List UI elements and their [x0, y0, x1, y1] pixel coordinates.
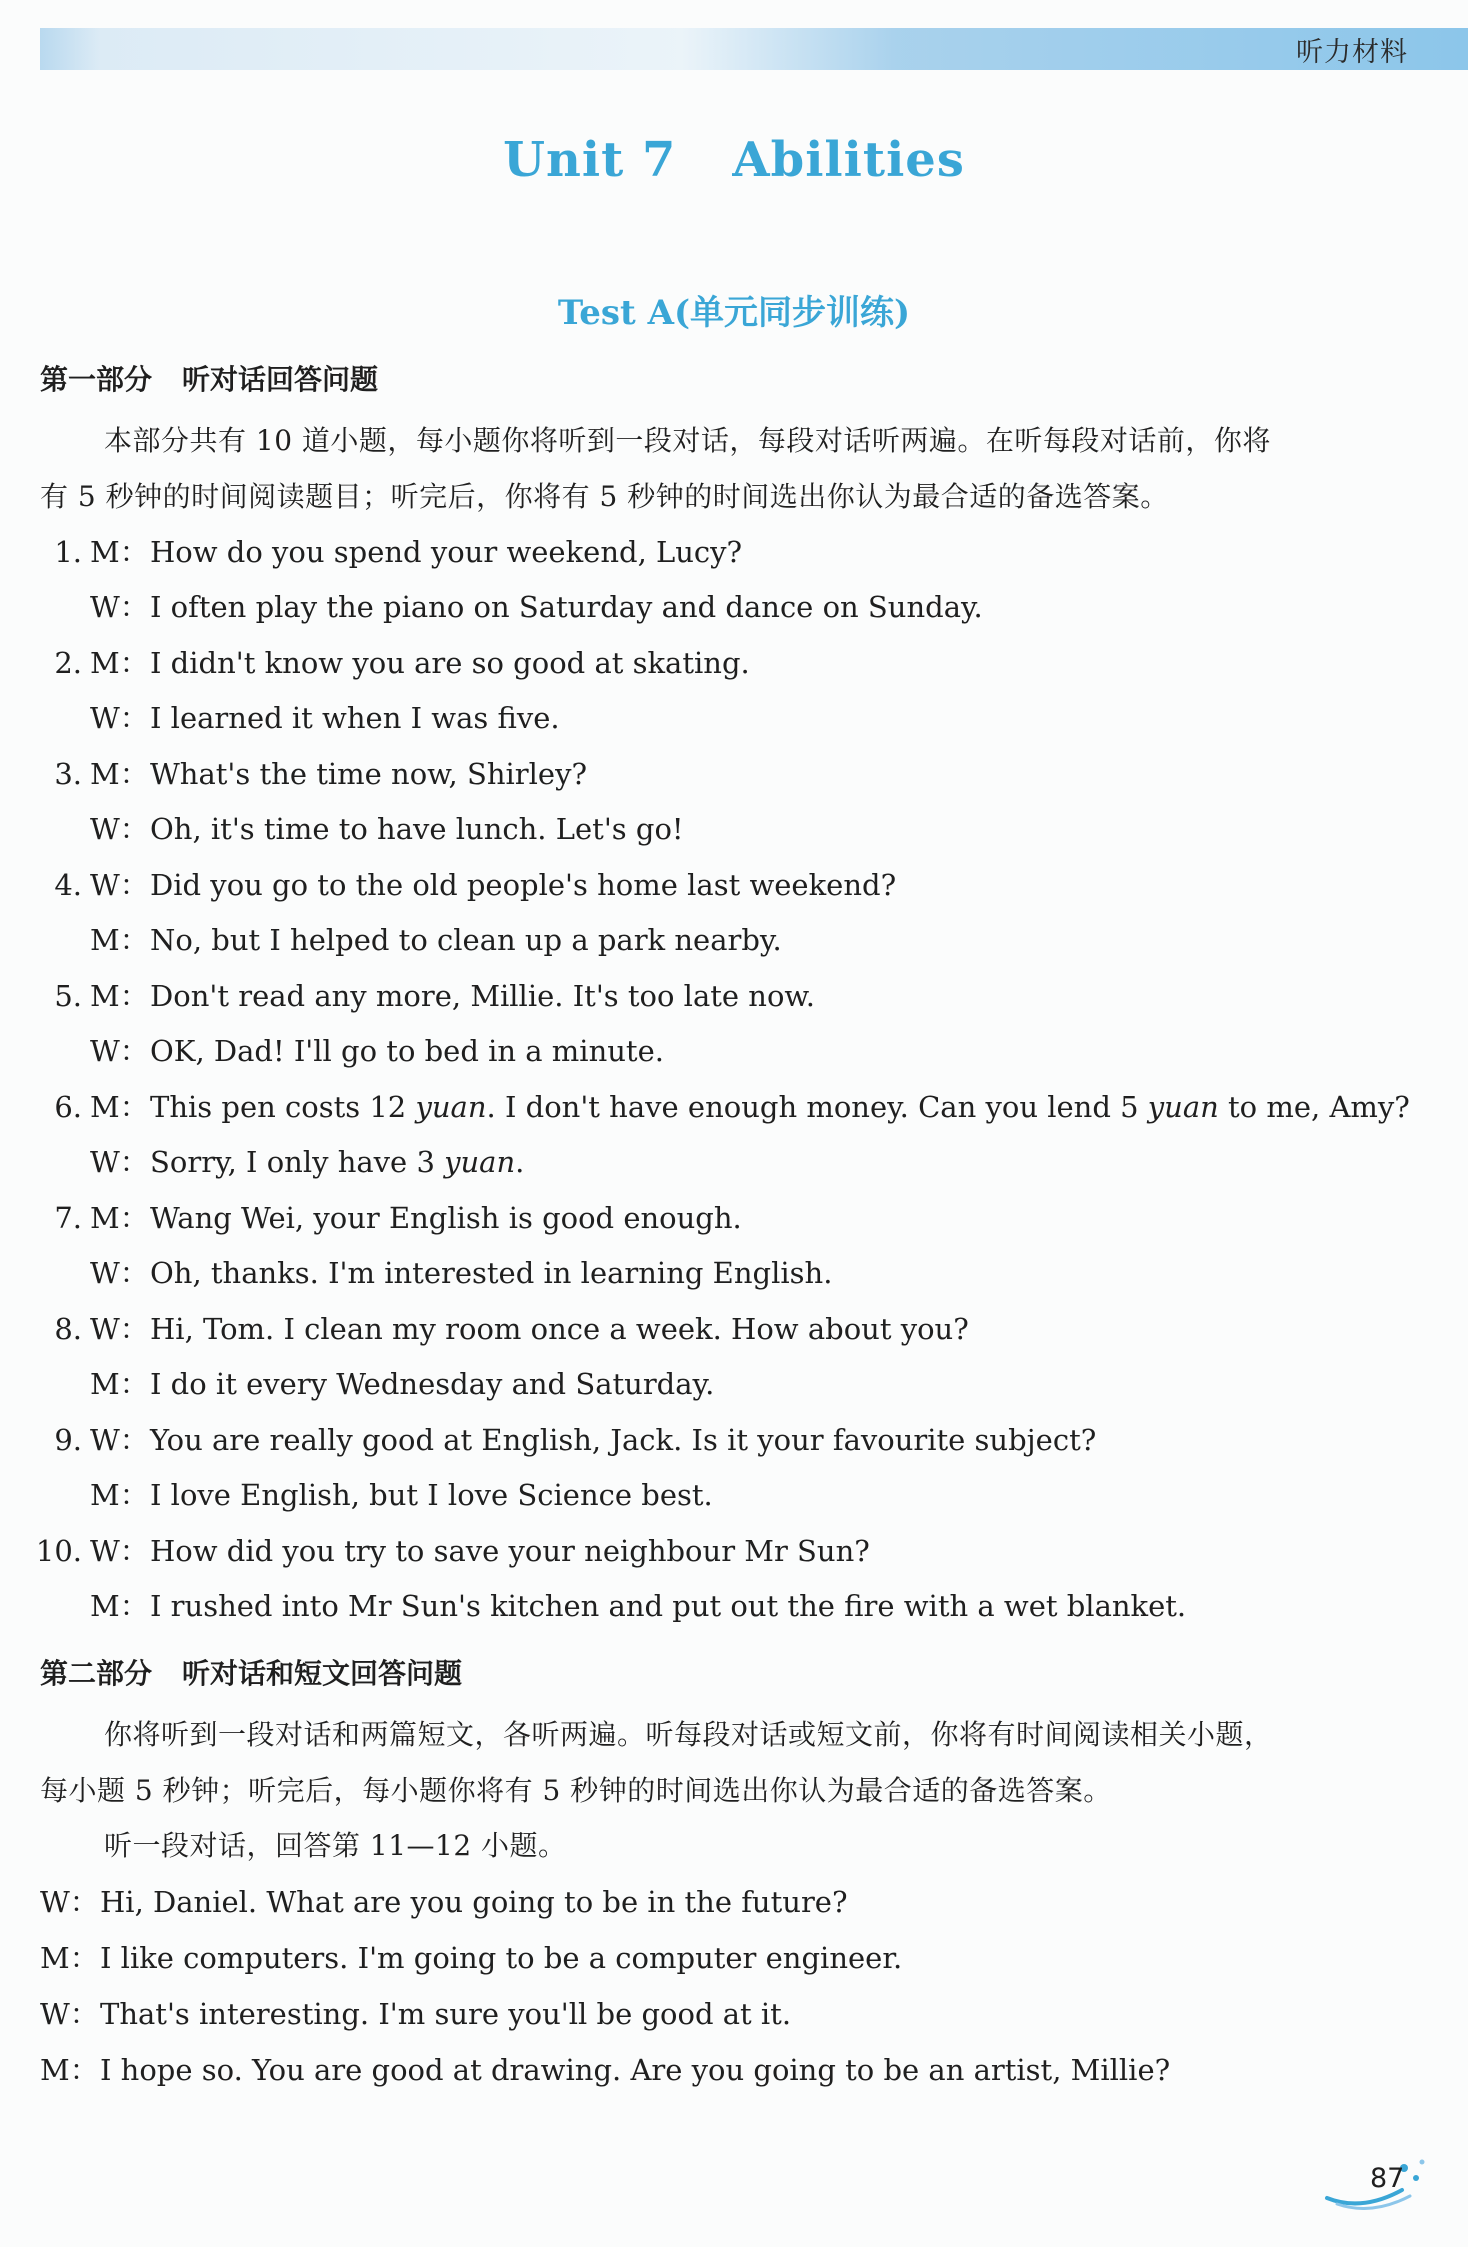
- part1-instruction-1: 本部分共有 10 道小题，每小题你将听到一段对话，每段对话听两遍。在听每段对话前，你将: [104, 424, 1271, 457]
- part1-number: 第一部分: [40, 363, 153, 396]
- part2-heading: [40, 1656, 462, 1692]
- item-10-line-2: M：I rushed into Mr Sun's kitchen and put out the fire with a wet blanket.: [90, 1589, 1187, 1623]
- part2-number: 第二部分: [40, 1657, 153, 1690]
- test-title: Test A(单元同步训练): [557, 293, 911, 333]
- item-4-line-2: M：No, but I helped to clean up a park nearby.: [90, 923, 782, 957]
- part2-sub-instruction: 听一段对话，回答第 11—12 小题。: [104, 1829, 567, 1862]
- item-10-line-1: 10. W：How did you try to save your neighbour Mr Sun?: [35, 1534, 870, 1568]
- part1-heading: [40, 362, 378, 398]
- item-1-line-1: 1. M：How do you spend your weekend, Lucy?: [54, 535, 743, 569]
- part2-instruction-1: 你将听到一段对话和两篇短文，各听两遍。听每段对话或短文前，你将有时间阅读相关小题，: [104, 1718, 1273, 1751]
- part2-title: 听对话和短文回答问题: [182, 1657, 463, 1690]
- item-2-line-1: 2. M：I didn't know you are so good at skating.: [54, 646, 750, 680]
- item-1-line-2: W：I often play the piano on Saturday and dance on Sunday.: [90, 590, 983, 624]
- item-2-line-2: W：I learned it when I was five.: [90, 701, 560, 735]
- unit-name: Abilities: [732, 132, 965, 188]
- item-7-line-1: 7. M：Wang Wei, your English is good enough.: [54, 1201, 742, 1235]
- dialogue-line-3: W：That's interesting. I'm sure you'll be good at it.: [40, 1997, 792, 2031]
- part1-title: 听对话回答问题: [182, 363, 379, 396]
- part2-instruction-2: 每小题 5 秒钟；听完后，每小题你将有 5 秒钟的时间选出你认为最合适的备选答案。: [40, 1774, 1112, 1807]
- item-8-line-2: M：I do it every Wednesday and Saturday.: [90, 1367, 715, 1401]
- item-7-line-2: W：Oh, thanks. I'm interested in learning English.: [90, 1256, 833, 1290]
- item-3-line-1: 3. M：What's the time now, Shirley?: [54, 757, 588, 791]
- header-label: 听力材料: [1296, 37, 1408, 68]
- item-4-line-1: 4. W：Did you go to the old people's home last weekend?: [54, 868, 897, 902]
- unit-number: Unit 7: [503, 132, 677, 188]
- item-3-line-2: W：Oh, it's time to have lunch. Let's go!: [90, 812, 684, 846]
- dialogue-line-2: M：I like computers. I'm going to be a computer engineer.: [40, 1941, 903, 1975]
- dialogue-line-4: M：I hope so. You are good at drawing. Are you going to be an artist, Millie?: [40, 2053, 1171, 2087]
- header-band: [40, 28, 1468, 70]
- dialogue-line-1: W：Hi, Daniel. What are you going to be in the future?: [40, 1885, 848, 1919]
- item-6-line-1: 6. M：This pen costs 12 yuan. I don't have enough money. Can you lend 5 yuan to me, Amy?: [54, 1090, 1410, 1124]
- item-9-line-2: M：I love English, but I love Science best.: [90, 1478, 713, 1512]
- item-6-line-2: W：Sorry, I only have 3 yuan.: [90, 1145, 525, 1179]
- item-5-line-2: W：OK, Dad! I'll go to bed in a minute.: [90, 1034, 664, 1068]
- unit-title: [0, 132, 1468, 188]
- item-5-line-1: 5. M：Don't read any more, Millie. It's too late now.: [54, 979, 816, 1013]
- item-8-line-1: 8. W：Hi, Tom. I clean my room once a week. How about you?: [54, 1312, 969, 1346]
- page-number: 87: [1370, 2163, 1405, 2194]
- part1-instruction-2: 有 5 秒钟的时间阅读题目；听完后，你将有 5 秒钟的时间选出你认为最合适的备选答案。: [40, 480, 1169, 513]
- item-9-line-1: 9. W：You are really good at English, Jack. Is it your favourite subject?: [54, 1423, 1097, 1457]
